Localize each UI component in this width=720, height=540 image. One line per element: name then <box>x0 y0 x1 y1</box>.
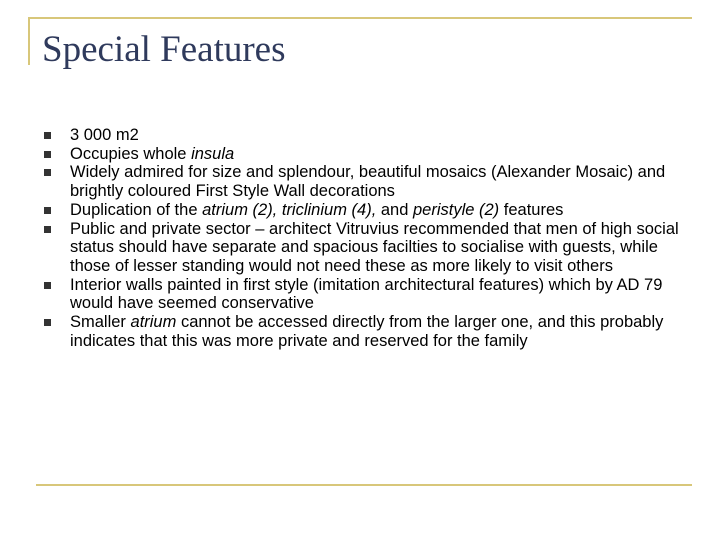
bullet-text-segment: Public and private sector – architect Vitruvius recommended that men of high social status should have separate and spacious facilties to socialise with guests, while those of lesser standing would not need these as more likely to visit others <box>70 219 679 275</box>
bullet-text-segment: Widely admired for size and splendour, beautiful mosaics (Alexander Mosaic) and brightly coloured First Style Wall decorations <box>70 163 666 201</box>
square-bullet-icon <box>44 319 51 326</box>
bullet-italic-term: insula <box>191 144 235 163</box>
bullet-italic-term: atrium <box>130 313 177 332</box>
bullet-item <box>44 201 694 220</box>
slide-frame-bottom-rule <box>36 484 692 486</box>
slide-title: Special Features <box>42 29 286 70</box>
bullet-text-segment: Duplication of the <box>70 200 203 219</box>
bullet-list <box>44 126 694 350</box>
bullet-item <box>44 313 694 350</box>
bullet-text-segment: Smaller <box>70 313 131 332</box>
square-bullet-icon <box>44 282 51 289</box>
bullet-italic-term: atrium (2), triclinium (4), <box>202 200 377 219</box>
bullet-text-segment: and <box>376 200 413 219</box>
bullet-item <box>44 126 694 145</box>
slide-frame-left-rule <box>28 17 30 65</box>
bullet-text-segment: Interior walls painted in first style (imitation architectural features) which by AD 79 would have seemed conservative <box>70 275 663 313</box>
square-bullet-icon <box>44 207 51 214</box>
bullet-item <box>44 145 694 164</box>
bullet-item <box>44 220 694 276</box>
bullet-text-segment: features <box>499 200 564 219</box>
bullet-item <box>44 163 694 200</box>
square-bullet-icon <box>44 169 51 176</box>
square-bullet-icon <box>44 226 51 233</box>
bullet-item <box>44 276 694 313</box>
bullet-text-segment: cannot be accessed directly from the larger one, and this probably indicates that this was more private and reserved for the family <box>70 313 664 350</box>
square-bullet-icon <box>44 132 51 139</box>
bullet-italic-term: peristyle (2) <box>412 200 500 219</box>
slide-frame-top-rule <box>28 17 692 19</box>
square-bullet-icon <box>44 151 51 158</box>
bullet-text-segment: Occupies whole <box>70 144 192 163</box>
bullet-text-segment: 3 000 m2 <box>70 126 139 144</box>
